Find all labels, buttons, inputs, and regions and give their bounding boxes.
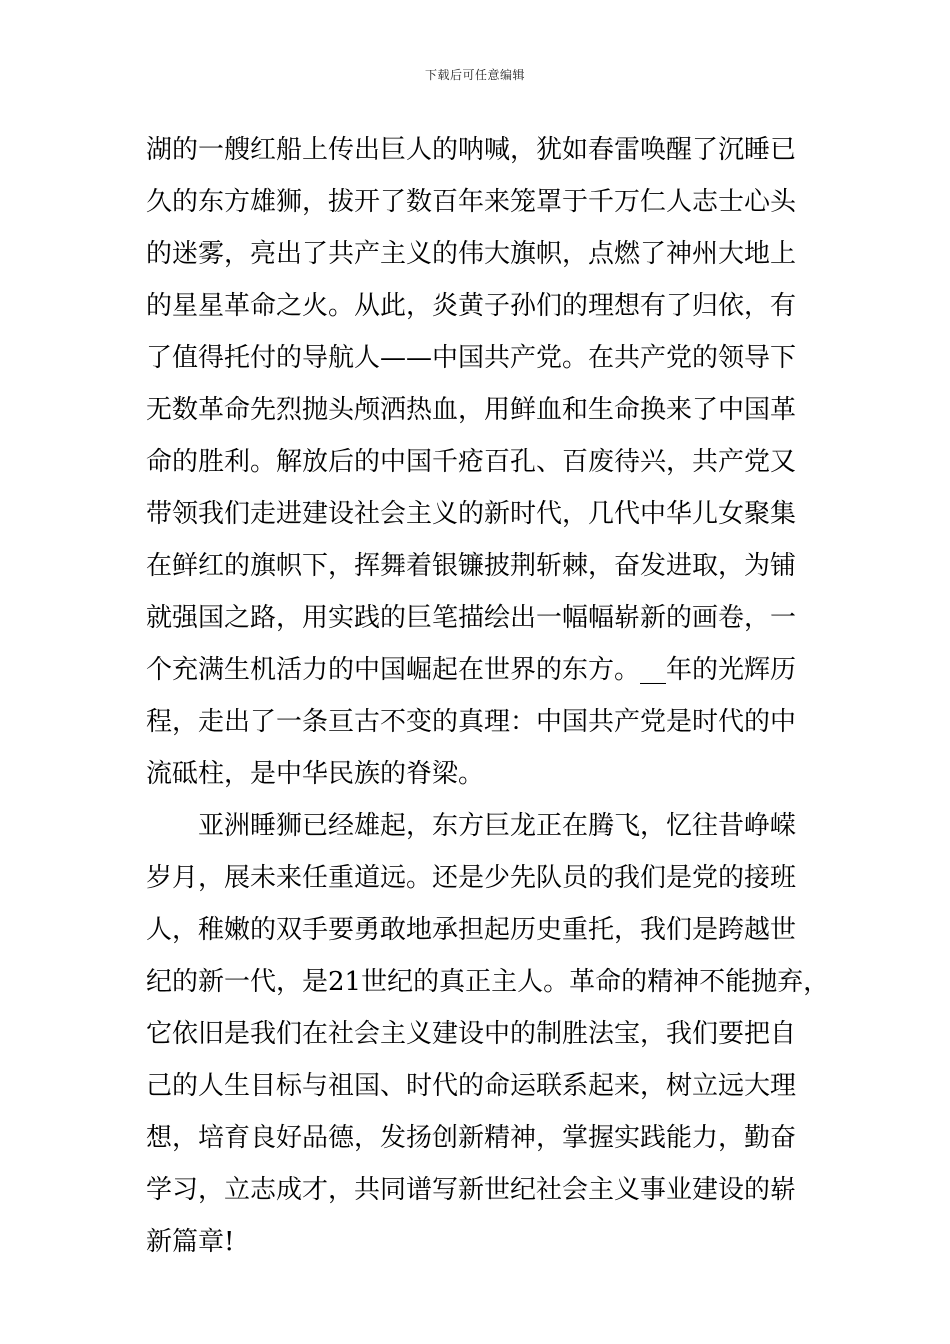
text-line: 的迷雾，亮出了共产主义的伟大旗帜，点燃了神州大地上: [146, 239, 797, 269]
text-line: 学习，立志成才，共同谱写新世纪社会主义事业建设的崭: [146, 1175, 797, 1205]
text-line: 新篇章!: [146, 1227, 235, 1257]
text-line: 久的东方雄狮，拔开了数百年来笼罩于千万仁人志士心头: [146, 187, 797, 217]
text-line: 个充满生机活力的中国崛起在世界的东方。__年的光辉历: [146, 655, 797, 685]
paragraph-1: [146, 124, 816, 800]
text-line: 湖的一艘红船上传出巨人的呐喊，犹如春雷唤醒了沉睡已: [146, 135, 797, 165]
text-line: 了值得托付的导航人——中国共产党。在共产党的领导下: [146, 343, 797, 373]
text-line: 带领我们走进建设社会主义的新时代，几代中华儿女聚集: [146, 499, 797, 529]
text-line: 人，稚嫩的双手要勇敢地承担起历史重托，我们是跨越世: [146, 915, 797, 945]
text-line: 在鲜红的旗帜下，挥舞着银镰披荆斩棘，奋发进取，为铺: [146, 551, 797, 581]
paragraph-2: [146, 800, 830, 1268]
page-header: 下载后可任意编辑: [424, 68, 525, 82]
text-line: 岁月，展未来任重道远。还是少先队员的我们是党的接班: [146, 863, 797, 893]
text-line: 它依旧是我们在社会主义建设中的制胜法宝，我们要把自: [146, 1019, 797, 1049]
text-line: 亚洲睡狮已经雄起，东方巨龙正在腾飞，忆往昔峥嵘: [198, 811, 797, 841]
text-line: 程，走出了一条亘古不变的真理：中国共产党是时代的中: [146, 707, 797, 737]
text-line: 就强国之路，用实践的巨笔描绘出一幅幅崭新的画卷，一: [146, 603, 797, 633]
text-line: 的星星革命之火。从此，炎黄子孙们的理想有了归依，有: [146, 291, 797, 321]
text-line: 己的人生目标与祖国、时代的命运联系起来，树立远大理: [146, 1071, 797, 1101]
text-line: 无数革命先烈抛头颅洒热血，用鲜血和生命换来了中国革: [146, 395, 797, 425]
text-line: 流砥柱，是中华民族的脊梁。: [146, 759, 485, 789]
document-body: [146, 124, 830, 1268]
text-line: 想，培育良好品德，发扬创新精神，掌握实践能力，勤奋: [146, 1123, 797, 1153]
text-line: 命的胜利。解放后的中国千疮百孔、百废待兴，共产党又: [146, 447, 797, 477]
text-line: 纪的新一代，是21世纪的真正主人。革命的精神不能抛弃，: [146, 967, 830, 997]
